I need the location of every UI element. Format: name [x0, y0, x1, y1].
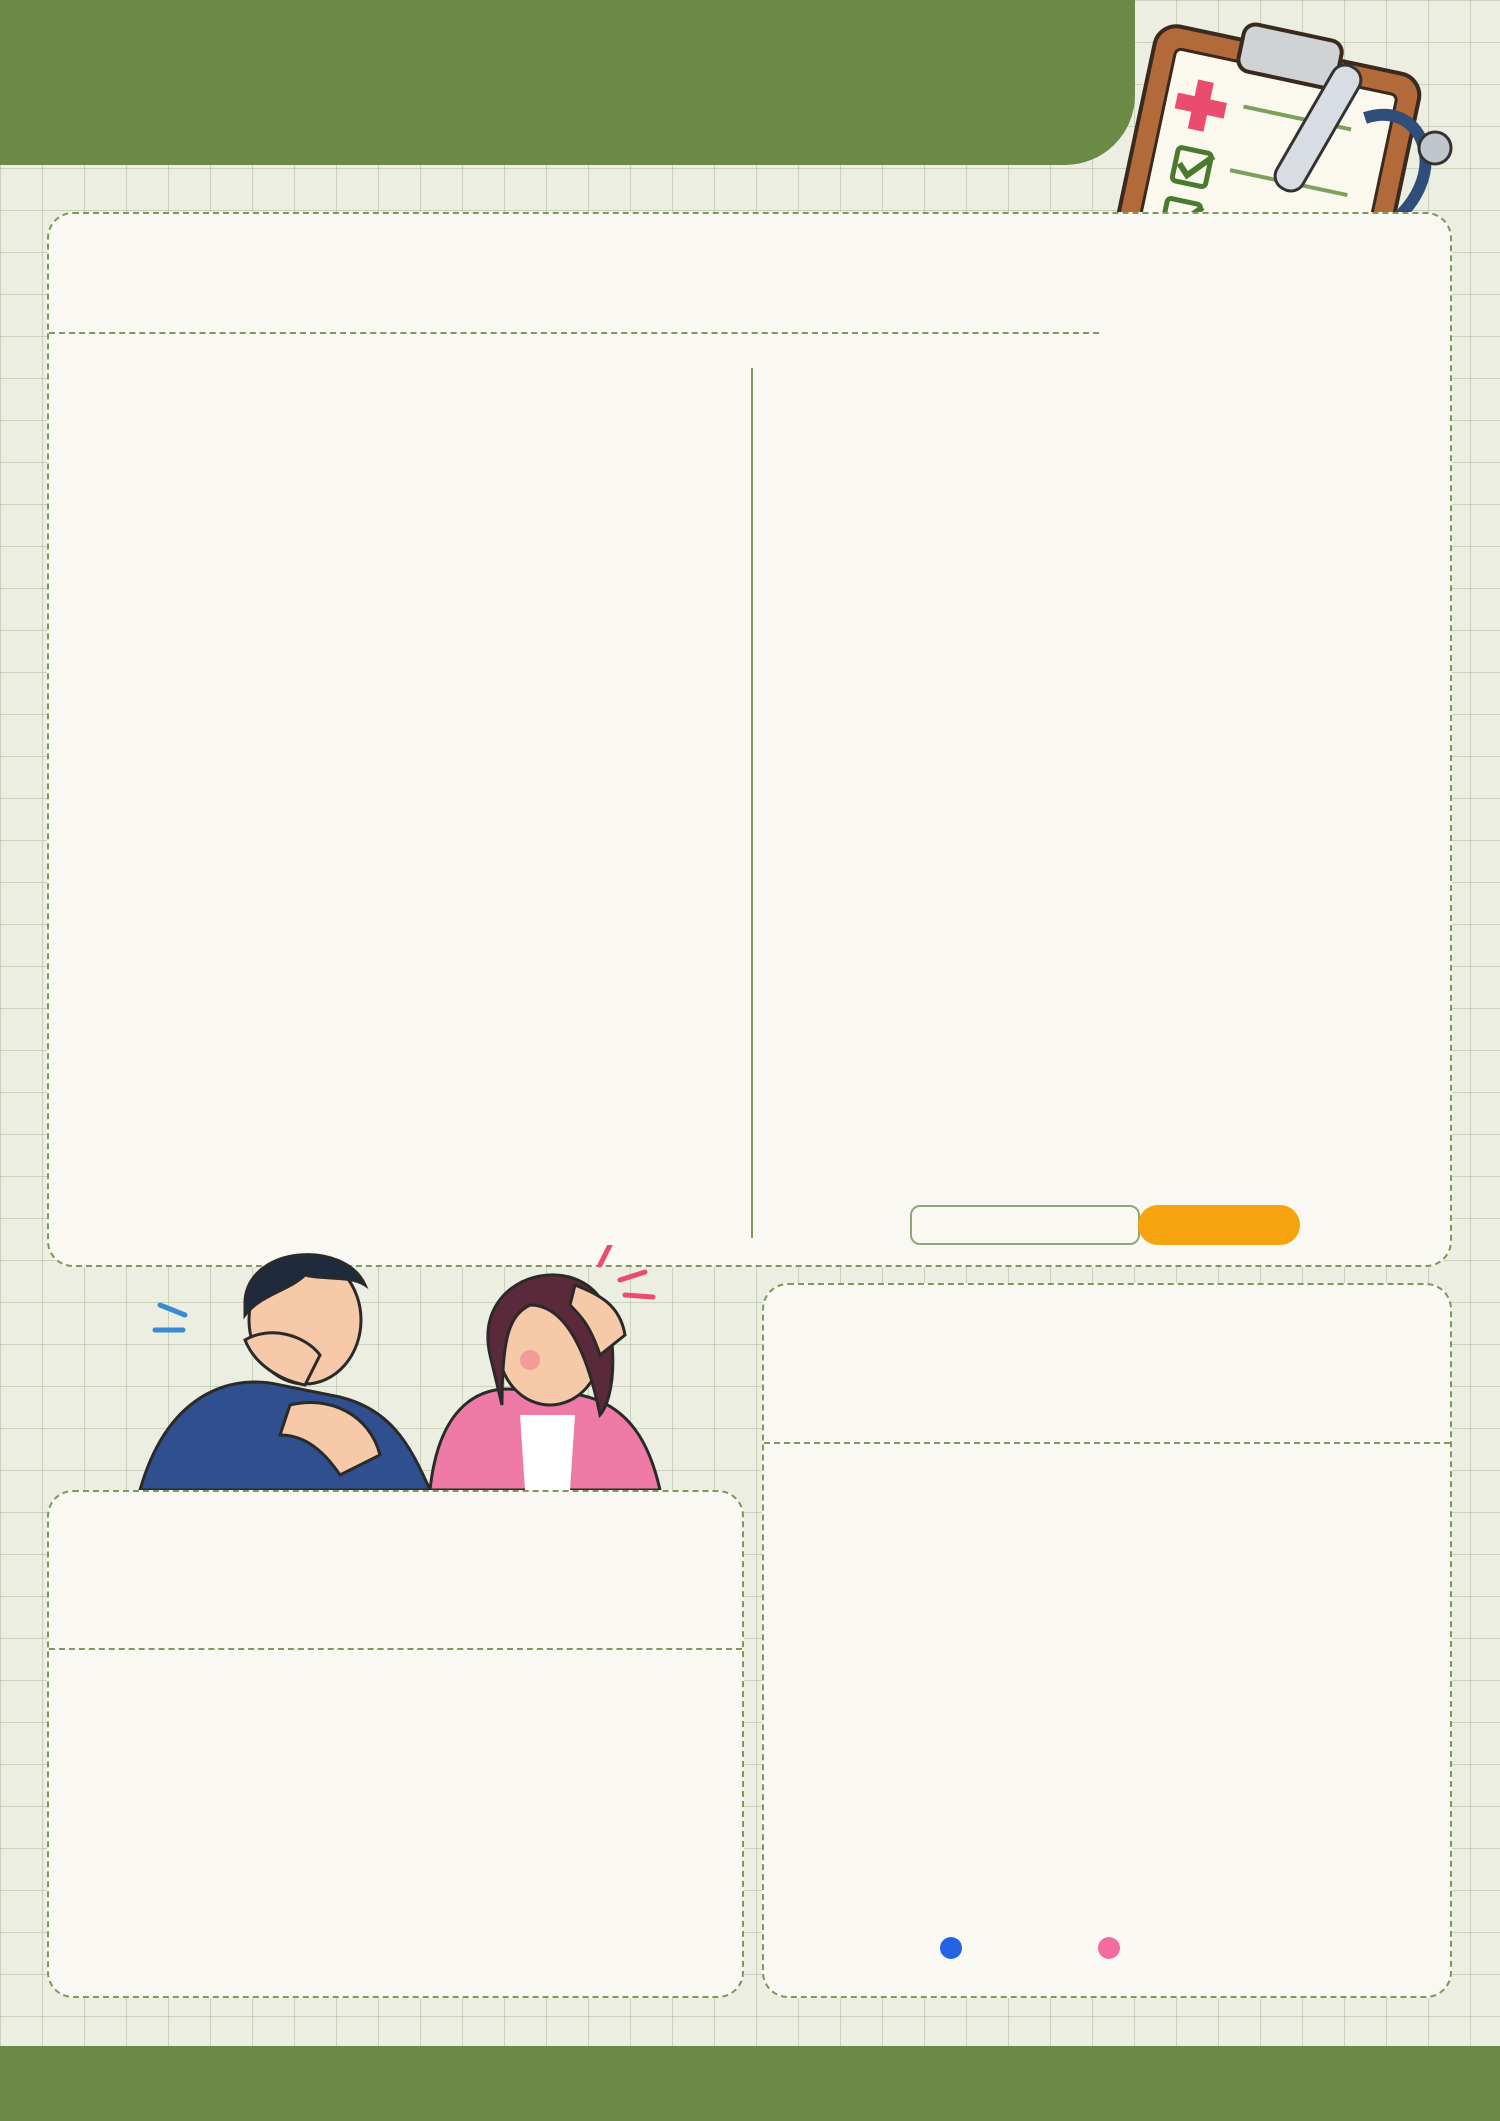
people-illustration: [130, 1245, 690, 1490]
province-legend-male: [940, 1936, 970, 1962]
province-divider: [764, 1442, 1450, 1444]
legend-female-dot: [1098, 1937, 1120, 1959]
title-divider: [49, 332, 1099, 334]
line-chart: [60, 1715, 730, 1990]
legend-male-dot: [940, 1937, 962, 1959]
province-panel: [762, 1283, 1452, 1998]
footer-bar: [0, 2046, 1500, 2121]
trend-divider: [49, 1648, 742, 1650]
indonesia-label: [910, 1205, 1140, 1245]
column-divider: [751, 368, 753, 1238]
indonesia-value: [1138, 1205, 1300, 1245]
province-legend-female: [1098, 1936, 1128, 1962]
indonesia-total: [910, 1205, 1300, 1245]
title-banner: [0, 0, 1135, 165]
characteristics-panel: [47, 212, 1452, 1267]
